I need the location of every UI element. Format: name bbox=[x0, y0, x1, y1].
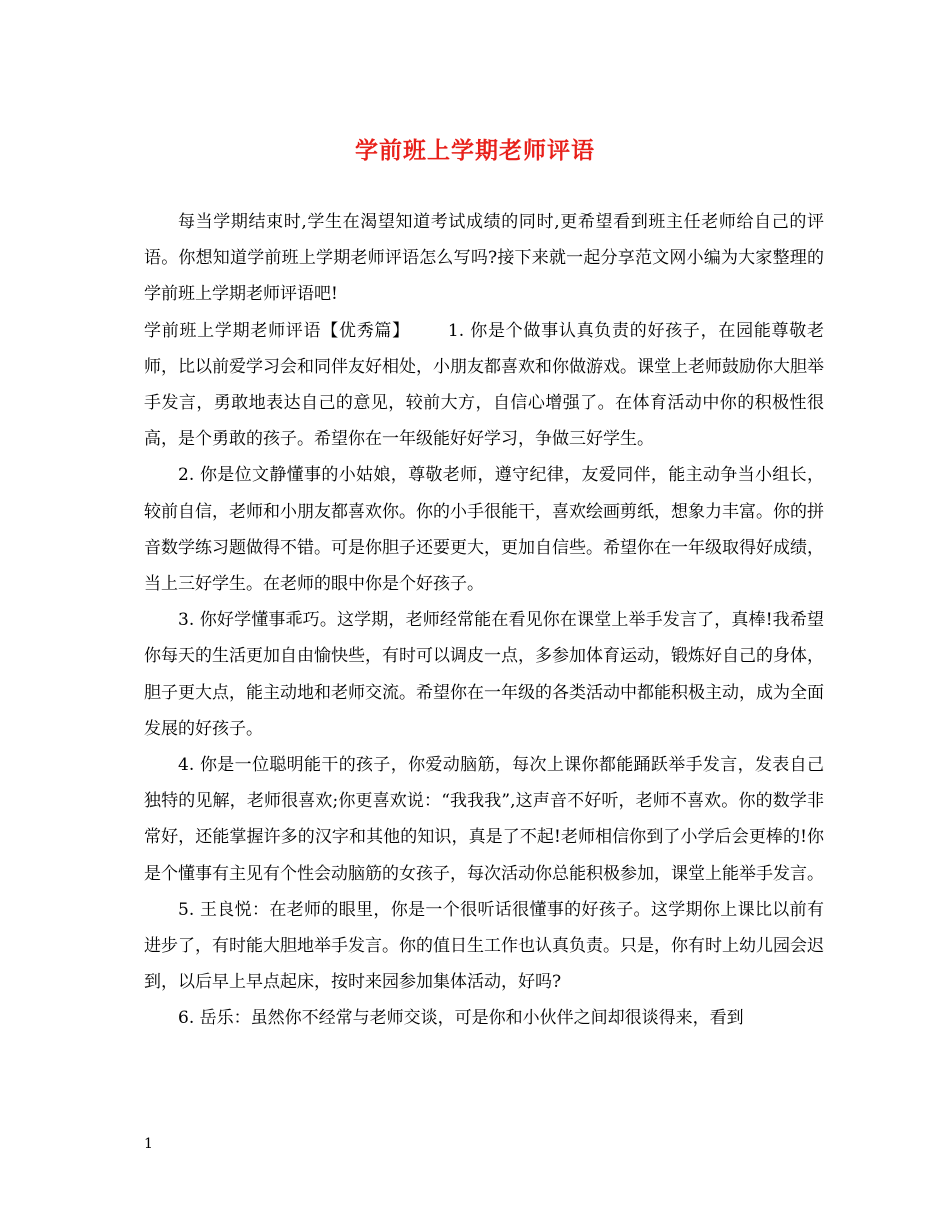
document-title: 学前班上学期老师评语 bbox=[355, 137, 595, 164]
comment-1: 1. 你是个做事认真负责的好孩子，在园能尊敬老师，比以前爱学习会和同伴友好相处，小朋友都喜欢和你做游戏。课堂上老师鼓励你大胆举手发言，勇敢地表达自己的意见，较前大方，自信心增强了。在体育活动中你的积极性很高，是个勇敢的孩子。希望你在一年级能好好学习，争做三好学生。 bbox=[144, 320, 824, 450]
section-heading: 学前班上学期老师评语【优秀篇】 bbox=[144, 320, 410, 341]
comment-6: 6. 岳乐：虽然你不经常与老师交谈，可是你和小伙伴之间却很谈得来，看到 bbox=[178, 1008, 744, 1029]
comment-2: 2. 你是位文静懂事的小姑娘，尊敬老师，遵守纪律，友爱同伴，能主动争当小组长，较前自信，老师和小朋友都喜欢你。你的小手很能干，喜欢绘画剪纸，想象力丰富。你的拼音数学练习题做得不错。可是你胆子还要更大，更加自信些。希望你在一年级取得好成绩，当上三好学生。在老师的眼中你是个好孩子。 bbox=[144, 465, 824, 595]
comment-5: 5. 王良悦：在老师的眼里，你是一个很听话很懂事的好孩子。这学期你上课比以前有进步了，有时能大胆地举手发言。你的值日生工作也认真负责。只是，你有时上幼儿园会迟到，以后早上早点起床，按时来园参加集体活动，好吗? bbox=[144, 899, 824, 993]
comment-3: 3. 你好学懂事乖巧。这学期，老师经常能在看见你在课堂上举手发言了，真棒!我希望你每天的生活更加自由愉快些，有时可以调皮一点，多参加体育运动，锻炼好自己的身体，胆子更大点，能主动地和老师交流。希望你在一年级的各类活动中都能积极主动，成为全面发展的好孩子。 bbox=[144, 610, 824, 739]
comment-4: 4. 你是一位聪明能干的孩子，你爱动脑筋，每次上课你都能踊跃举手发言，发表自己独特的见解，老师很喜欢;你更喜欢说：“我我我”,这声音不好听，老师不喜欢。你的数学非常好，还能掌握许多的汉字和其他的知识，真是了不起!老师相信你到了小学后会更棒的!你是个懂事有主见有个性会动脑筋的女孩子，每次活动你总能积极参加，课堂上能举手发言。 bbox=[144, 755, 824, 884]
section-paragraph bbox=[144, 313, 824, 458]
intro-paragraph: 每当学期结束时,学生在渴望知道考试成绩的同时,更希望看到班主任老师给自己的评语。你想知道学前班上学期老师评语怎么写吗?接下来就一起分享范文网小编为大家整理的学前班上学期老师评语吧! bbox=[144, 212, 824, 305]
document-body bbox=[144, 204, 824, 1037]
page-number: 1 bbox=[144, 1136, 153, 1152]
